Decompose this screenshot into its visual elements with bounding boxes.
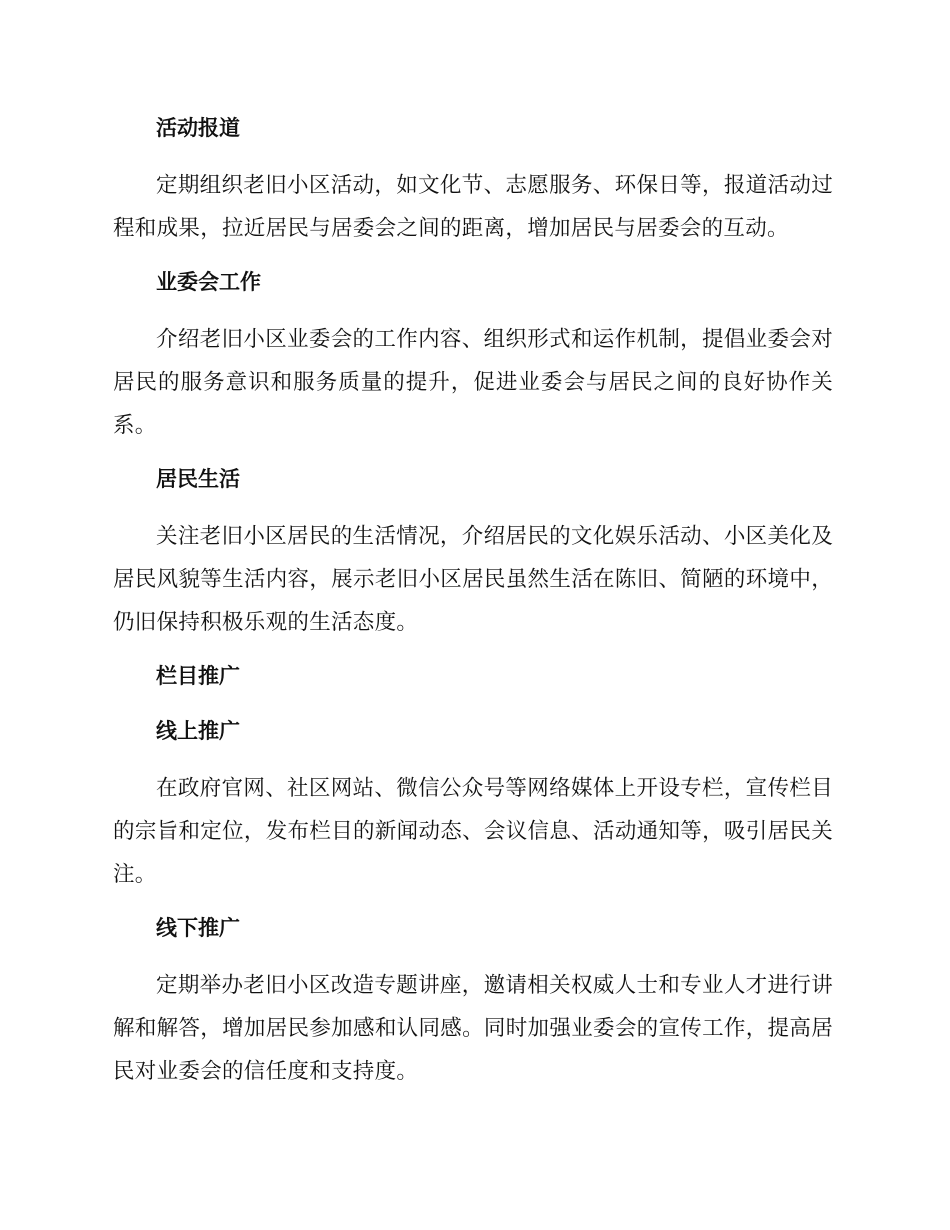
section-heading-resident-life: 居民生活: [156, 467, 240, 491]
section-heading-online-promotion: 线上推广: [156, 719, 240, 743]
section-body-owners-committee: 介绍老旧小区业委会的工作内容、组织形式和运作机制，提倡业委会对居民的服务意识和服务质量的提升，促进业委会与居民之间的良好协作关系。: [113, 327, 833, 438]
section-body-online-promotion: 在政府官网、社区网站、微信公众号等网络媒体上开设专栏，宣传栏目的宗旨和定位，发布栏目的新闻动态、会议信息、活动通知等，吸引居民关注。: [113, 776, 833, 887]
section-heading-column-promotion: 栏目推广: [156, 664, 240, 688]
section-heading-owners-committee: 业委会工作: [156, 270, 261, 294]
section-body-offline-promotion: 定期举办老旧小区改造专题讲座，邀请相关权威人士和专业人才进行讲解和解答，增加居民参加感和认同感。同时加强业委会的宣传工作，提高居民对业委会的信任度和支持度。: [113, 973, 833, 1084]
document-page: [113, 108, 833, 1093]
section-body-activity-report: 定期组织老旧小区活动，如文化节、志愿服务、环保日等，报道活动过程和成果，拉近居民与居委会之间的距离，增加居民与居委会的互动。: [113, 173, 833, 241]
section-heading-activity-report: 活动报道: [156, 116, 240, 140]
section-heading-offline-promotion: 线下推广: [156, 916, 240, 940]
section-body-resident-life: 关注老旧小区居民的生活情况，介绍居民的文化娱乐活动、小区美化及居民风貌等生活内容，展示老旧小区居民虽然生活在陈旧、简陋的环境中，仍旧保持积极乐观的生活态度。: [113, 524, 833, 635]
